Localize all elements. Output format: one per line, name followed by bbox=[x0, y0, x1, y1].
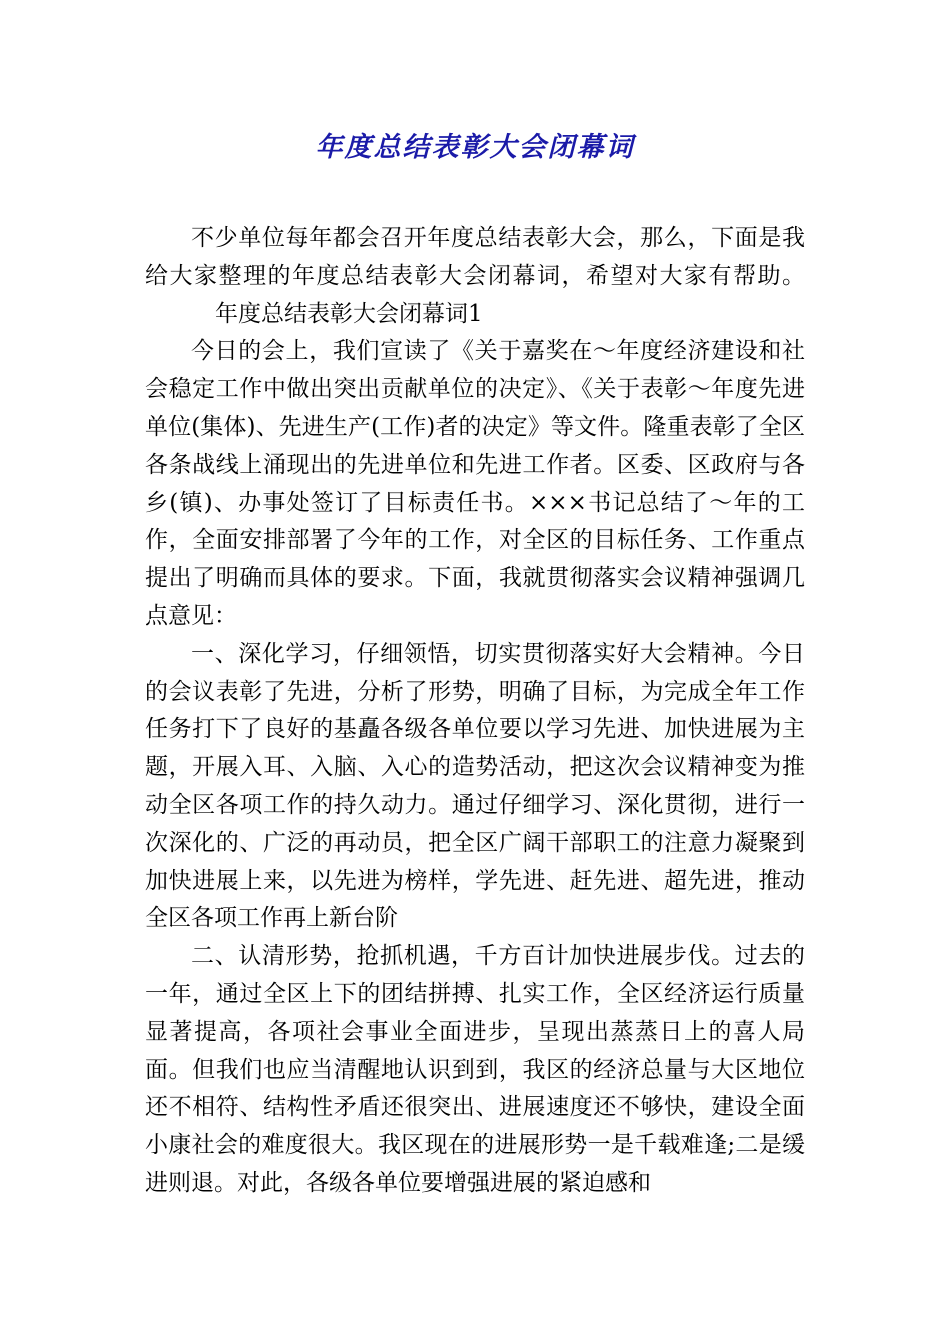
intro-paragraph bbox=[145, 220, 805, 333]
document-title: 年度总结表彰大会闭幕词 bbox=[315, 132, 635, 163]
document-body bbox=[145, 220, 805, 1203]
section-subheading: 年度总结表彰大会闭幕词1 bbox=[215, 300, 483, 327]
intro-text: 不少单位每年都会召开年度总结表彰大会，那么，下面是我给大家整理的年度总结表彰大会闭幕词，希望对大家有帮助。 bbox=[145, 225, 805, 289]
body-paragraph-2: 一、深化学习，仔细领悟，切实贯彻落实好大会精神。今日的会议表彰了先进，分析了形势，明确了目标，为完成全年工作任务打下了良好的基矗各级各单位要以学习先进、加快进展为主题，开展入耳、入脑、入心的造势活动，把这次会议精神变为推动全区各项工作的持久动力。通过仔细学习、深化贯彻，进行一次深化的、广泛的再动员，把全区广阔干部职工的注意力凝聚到加快进展上来，以先进为榜样，学先进、赶先进、超先进，推动全区各项工作再上新台阶 bbox=[145, 640, 805, 932]
body-paragraph-3: 二、认清形势，抢抓机遇，千方百计加快进展步伐。过去的一年，通过全区上下的团结拼搏、扎实工作，全区经济运行质量显著提高，各项社会事业全面进步，呈现出蒸蒸日上的喜人局面。但我们也应当清醒地认识到到，我区的经济总量与大区地位还不相符、结构性矛盾还很突出、进展速度还不够快，建设全面小康社会的难度很大。我区现在的进展形势一是千载难逢;二是缓进则退。对此，各级各单位要增强进展的紧迫感和 bbox=[145, 943, 805, 1196]
body-paragraph-1: 今日的会上，我们宣读了《关于嘉奖在～年度经济建设和社会稳定工作中做出突出贡献单位的决定》、《关于表彰～年度先进单位(集体)、先进生产(工作)者的决定》等文件。隆重表彰了全区各条战线上涌现出的先进单位和先进工作者。区委、区政府与各乡(镇)、办事处签订了目标责任书。×××书记总结了～年的工作，全面安排部署了今年的工作，对全区的目标任务、工作重点提出了明确而具体的要求。下面，我就贯彻落实会议精神强调几点意见： bbox=[145, 338, 805, 629]
